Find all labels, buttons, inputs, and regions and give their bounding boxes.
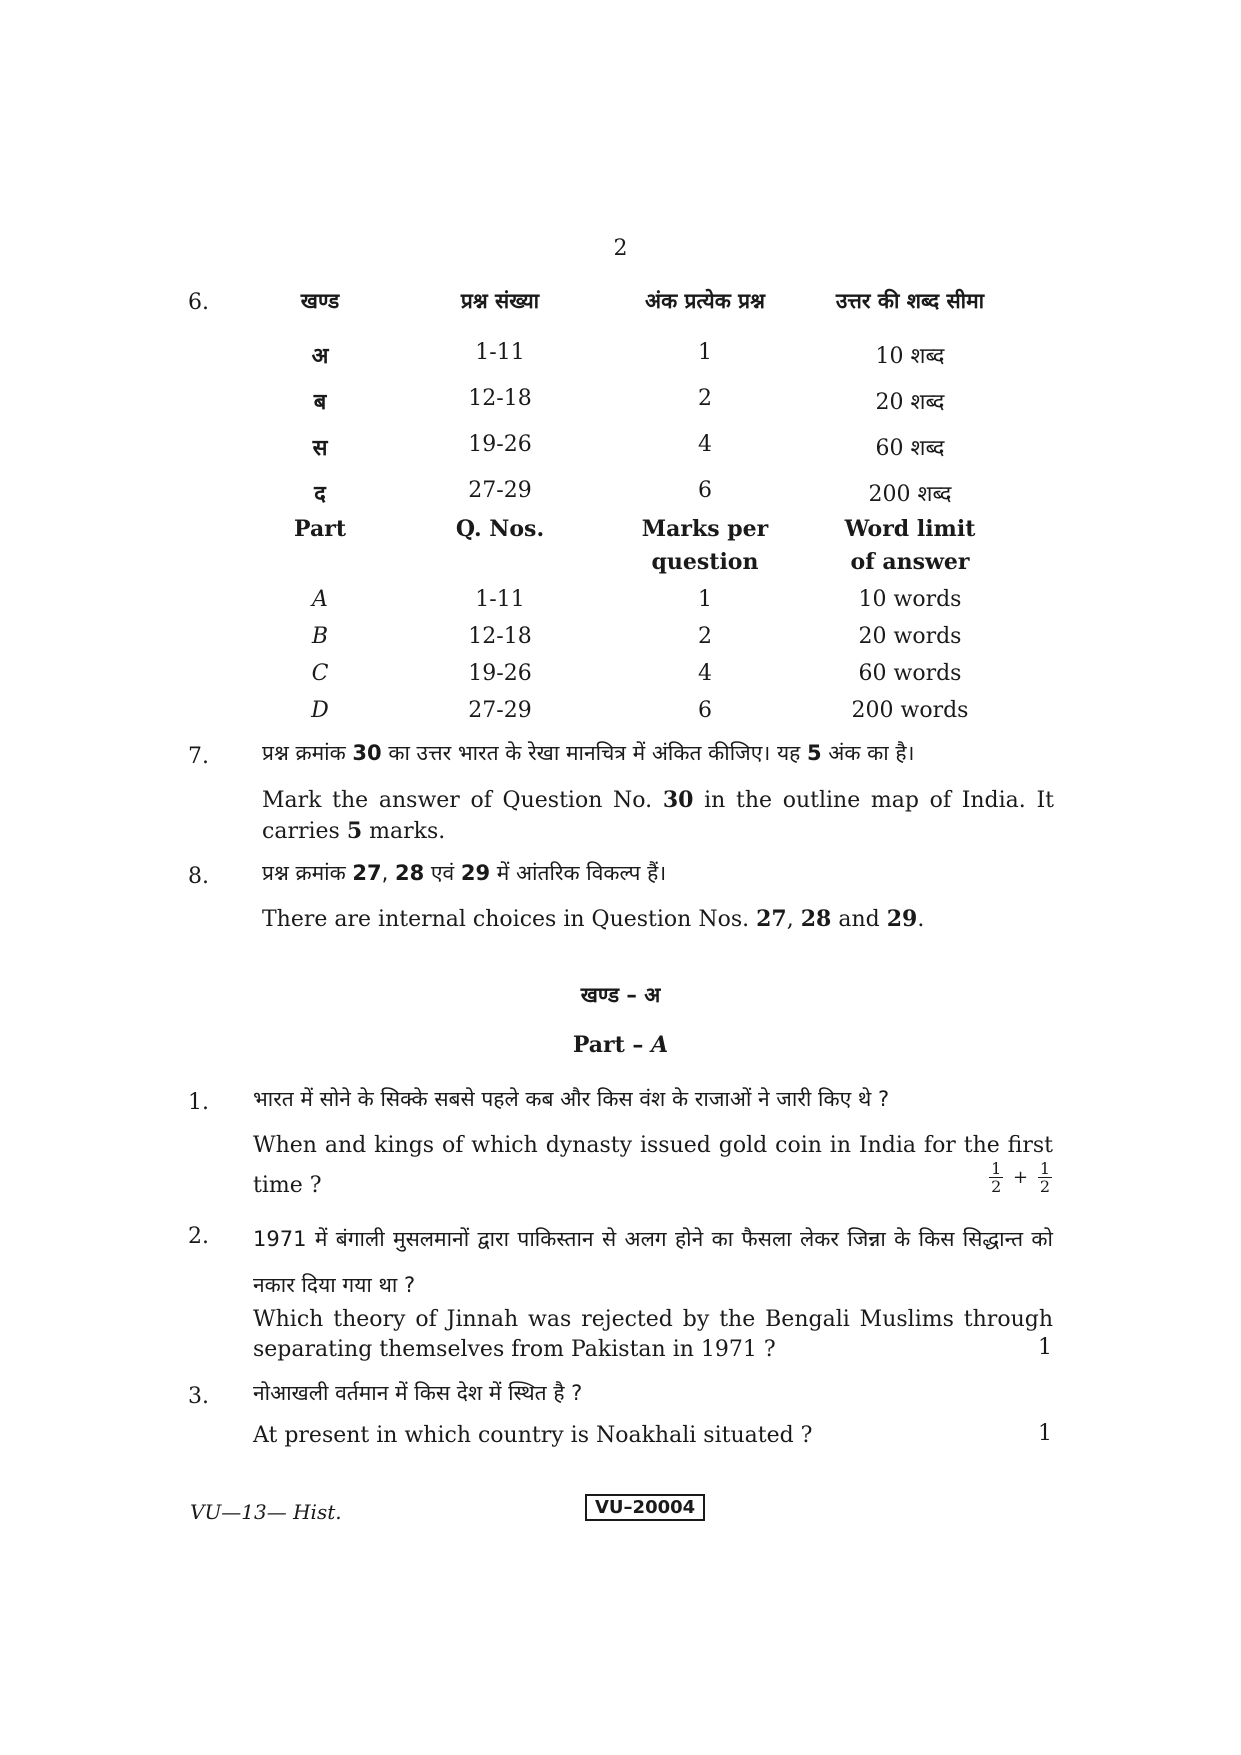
table-cell: 2 [698,624,712,649]
table-cell: 1-11 [475,340,525,365]
question-3-number: 3. [188,1384,209,1409]
question-1-marks: $\frac{1}{2}$ + $\frac{1}{2}$ [991,1159,1050,1196]
footer-paper-code: VU–20004 [585,1494,705,1521]
section-heading-english: Part – A [572,1032,669,1058]
table-cell: 1-11 [475,587,525,612]
table-cell: 1 [698,340,712,365]
table-cell: 10 शब्द [875,344,945,369]
table-cell: 60 words [858,661,962,686]
table-cell: B [311,624,329,649]
item-7-english: Mark the answer of Question No. 30 in the outline map of India. It carries 5 marks. [262,787,1054,844]
table-cell: 6 [698,478,712,503]
table-cell: 4 [698,432,712,457]
table-cell: C [311,661,329,686]
table-cell: 12-18 [468,624,532,649]
table-cell: 4 [698,661,712,686]
english-header-part: Part [294,516,346,542]
table-cell: 6 [698,698,712,723]
table-cell: द [314,482,326,507]
english-header-marks-line1: Marks per [641,516,769,542]
table-cell: D [311,698,329,723]
question-1-english: When and kings of which dynasty issued gold coin in India for the first time ? [253,1133,1053,1198]
hindi-header-wordlimit: उत्तर की शब्द सीमा [835,289,985,313]
item-8-number: 8. [188,864,209,889]
table-cell: 27-29 [468,478,532,503]
table-cell: 12-18 [468,386,532,411]
table-cell: 19-26 [468,661,532,686]
section-heading-hindi: खण्ड – अ [580,983,661,1007]
table-cell: 2 [698,386,712,411]
table-cell: अ [311,344,329,369]
item-6-number: 6. [188,290,209,315]
english-header-wordlimit-line2: of answer [850,549,970,575]
question-1-hindi: भारत में सोने के सिक्के सबसे पहले कब और किस वंश के राजाओं ने जारी किए थे ? [253,1087,890,1111]
table-cell: 20 शब्द [875,390,945,415]
hindi-header-part: खण्ड [300,289,340,313]
table-cell: 10 words [858,587,962,612]
question-2-marks: 1 [1038,1335,1052,1360]
table-cell: स [312,436,328,461]
hindi-header-qnos: प्रश्न संख्या [460,289,540,313]
question-3-english: At present in which country is Noakhali situated ? [253,1423,813,1448]
english-header-marks-line2: question [651,549,759,575]
footer-subject-code: VU—13— Hist. [190,1500,342,1524]
question-3-hindi: नोआखली वर्तमान में किस देश में स्थित है ? [253,1381,583,1405]
question-2-number: 2. [188,1224,209,1249]
item-8-english: There are internal choices in Question Nos. 27, 28 and 29. [262,906,925,932]
table-cell: 27-29 [468,698,532,723]
marks-fraction: $\frac{1}{2}$ [1039,1159,1050,1196]
question-2-english: Which theory of Jinnah was rejected by the Bengali Muslims through separating themselves from Pakistan in 1971 ? [253,1307,1053,1362]
table-cell: ब [313,390,327,415]
question-1-number: 1. [188,1090,209,1115]
hindi-header-marks: अंक प्रत्येक प्रश्न [645,289,765,313]
item-8-hindi: प्रश्न क्रमांक 27, 28 एवं 29 में आंतरिक विकल्प हैं। [262,861,667,885]
table-cell: 1 [698,587,712,612]
table-cell: 200 शब्द [868,482,952,507]
english-header-qnos: Q. Nos. [455,516,545,542]
marks-fraction: $\frac{1}{2}$ [991,1159,1002,1196]
page-number: 2 [613,236,628,261]
item-7-number: 7. [188,744,209,769]
table-cell: A [312,587,328,612]
question-2-hindi: 1971 में बंगाली मुसलमानों द्वारा पाकिस्तान से अलग होने का फैसला लेकर जिन्ना के किस सिद्धान्त को नकार दिया गया था ? [253,1227,1053,1297]
table-cell: 20 words [858,624,962,649]
table-cell: 60 शब्द [875,436,945,461]
english-header-wordlimit-line1: Word limit [844,516,976,542]
question-3-marks: 1 [1038,1421,1052,1446]
table-cell: 19-26 [468,432,532,457]
item-7-hindi: प्रश्न क्रमांक 30 का उत्तर भारत के रेखा मानचित्र में अंकित कीजिए। यह 5 अंक का है। [262,741,915,765]
table-cell: 200 words [851,698,969,723]
